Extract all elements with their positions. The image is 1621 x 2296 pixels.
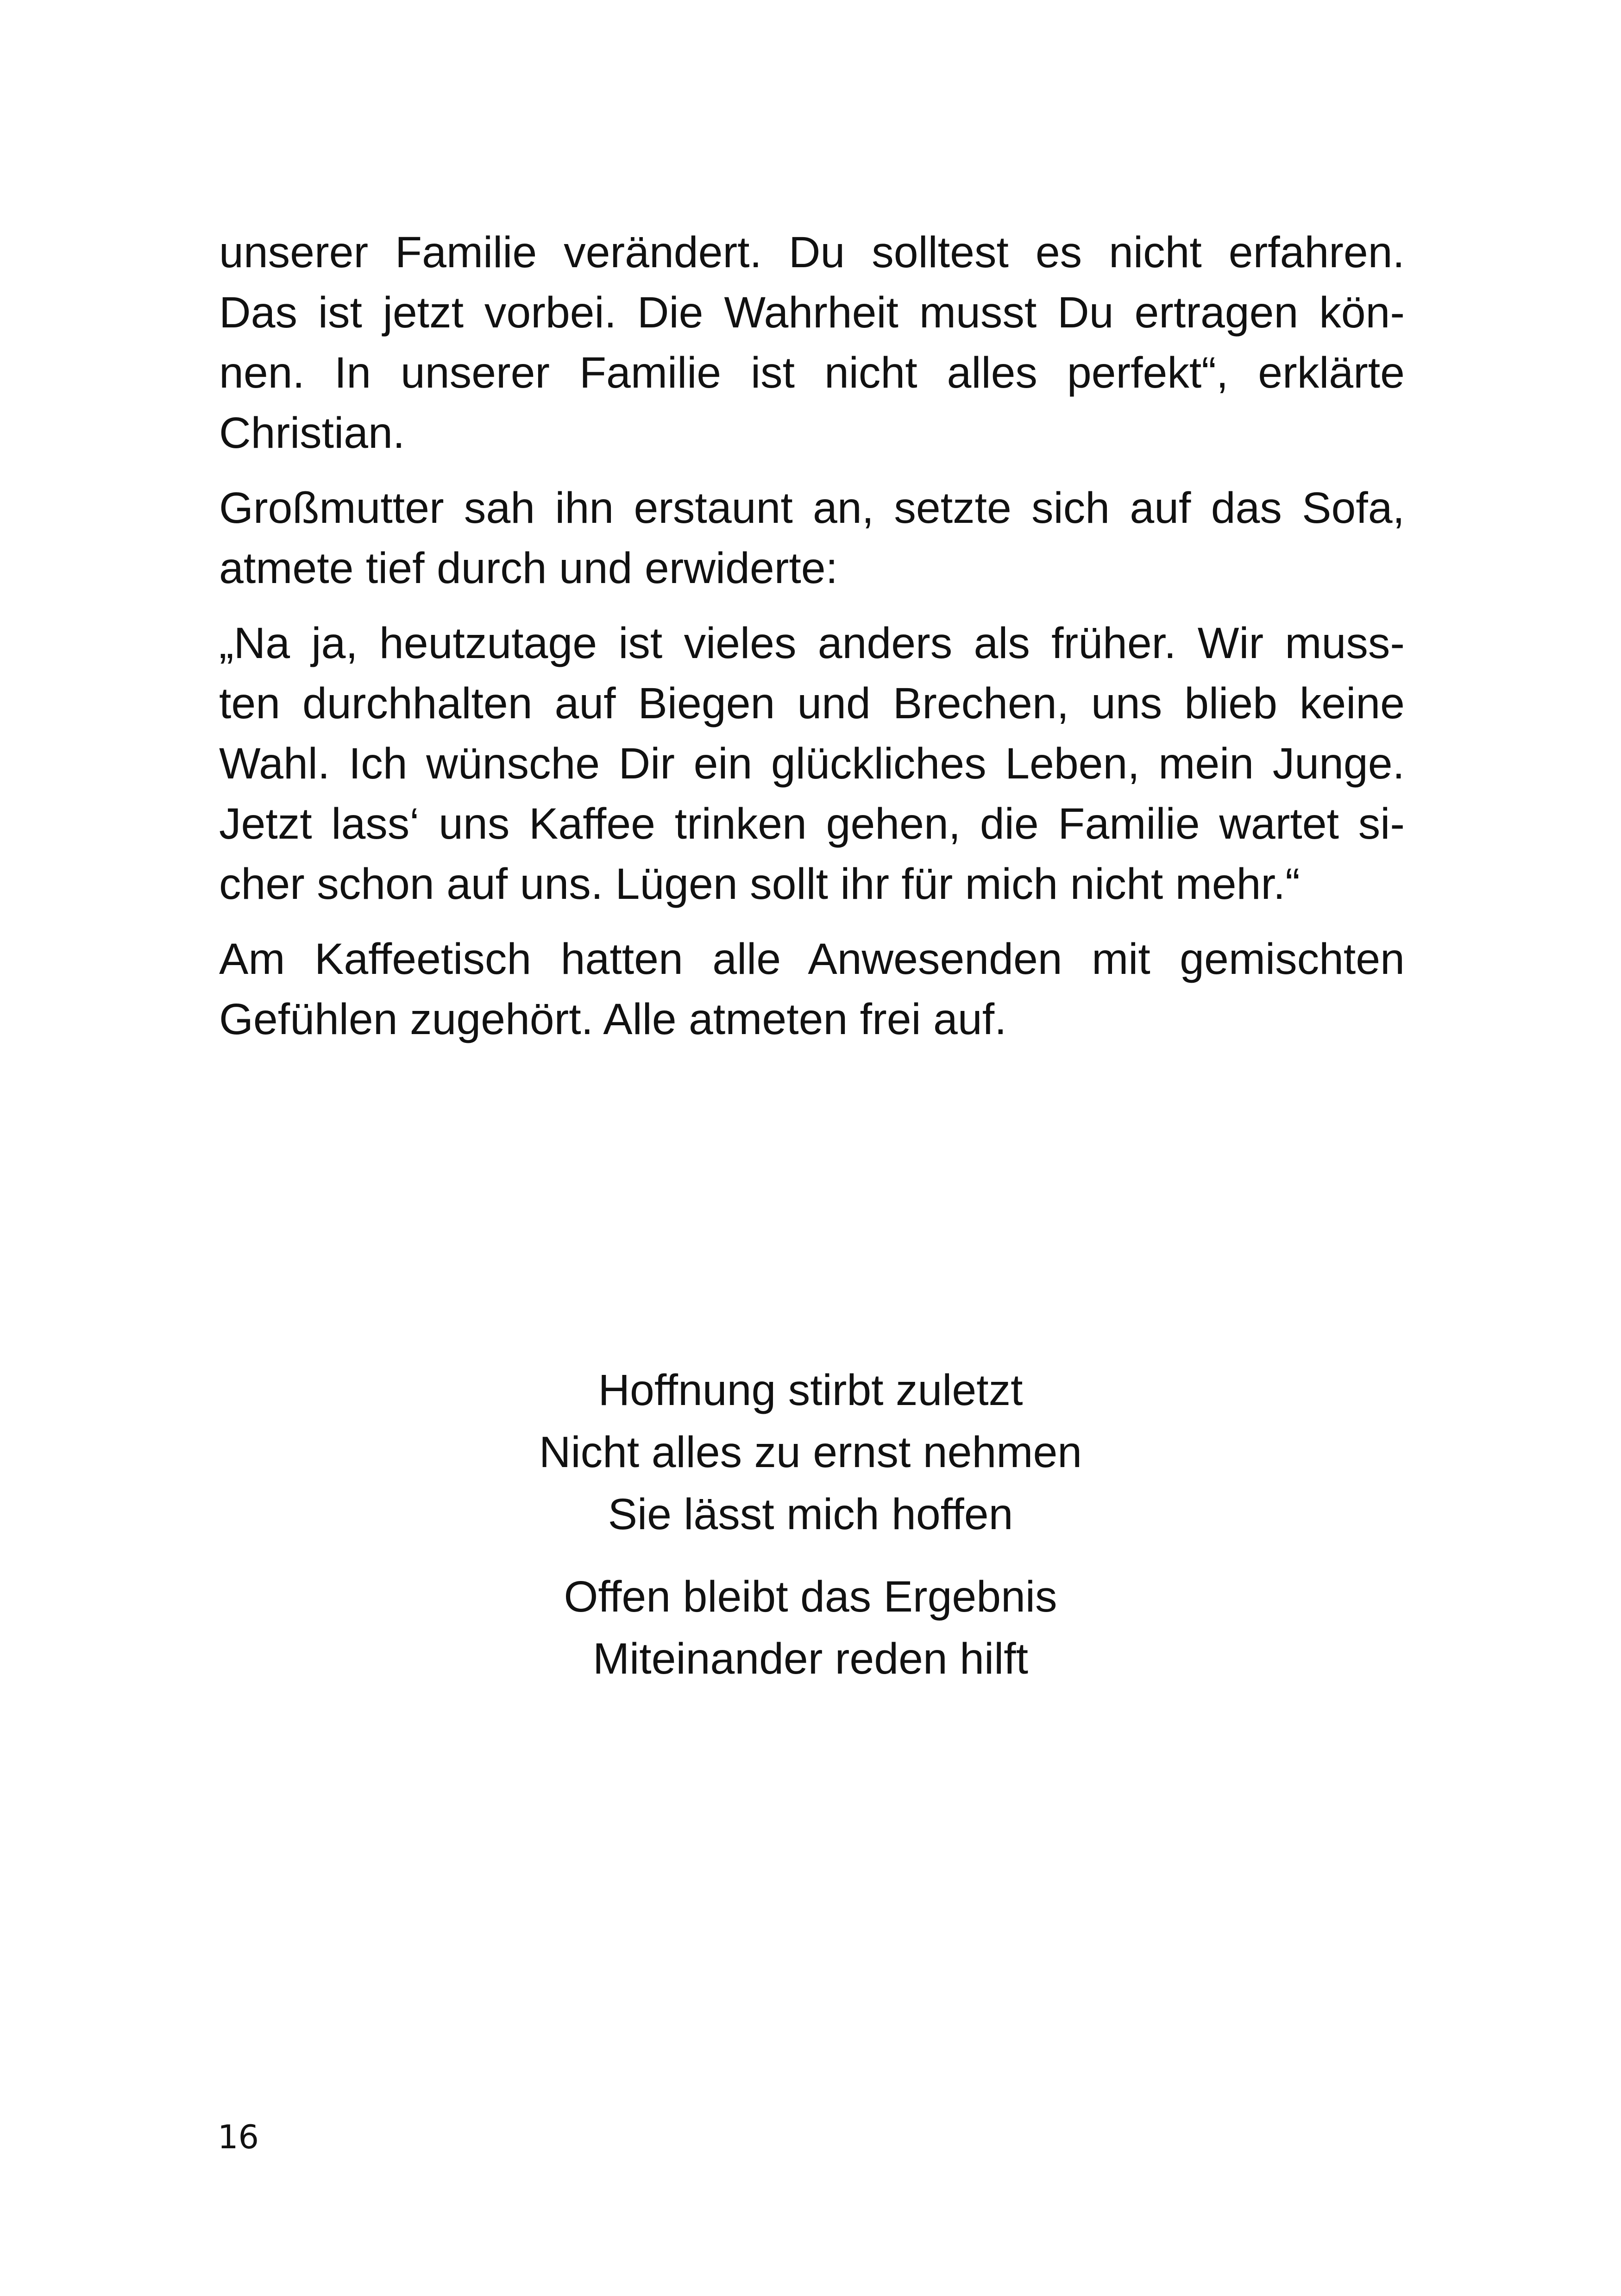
poem xyxy=(0,1359,1621,1710)
paragraph-3 xyxy=(219,613,1405,914)
text-line: unserer Familie verändert. Du solltest es nicht erfahren. xyxy=(219,228,1405,277)
poem-stanza-1 xyxy=(0,1359,1621,1545)
poem-line: Hoffnung stirbt zuletzt xyxy=(598,1366,1023,1415)
text-line: cher schon auf uns. Lügen sollt ihr für mich nicht mehr.“ xyxy=(219,859,1300,909)
body-text xyxy=(219,222,1405,1064)
page-number: 16 xyxy=(218,2118,259,2156)
text-line: ten durchhalten auf Biegen und Brechen, uns blieb keine xyxy=(219,679,1405,728)
poem-line: Offen bleibt das Ergebnis xyxy=(564,1572,1057,1621)
text-line: nen. In unserer Familie ist nicht alles perfekt“, erklärte xyxy=(219,348,1405,397)
text-line: Wahl. Ich wünsche Dir ein glückliches Leben, mein Junge. xyxy=(219,739,1405,788)
text-line: Das ist jetzt vorbei. Die Wahrheit musst Du ertragen kön- xyxy=(219,288,1405,337)
paragraph-4 xyxy=(219,929,1405,1049)
text-line: Gefühlen zugehört. Alle atmeten frei auf. xyxy=(219,995,1007,1044)
paragraph-2 xyxy=(219,478,1405,598)
text-line: Am Kaffeetisch hatten alle Anwesenden mit gemischten xyxy=(219,935,1405,984)
paragraph-1 xyxy=(219,222,1405,463)
text-line: Großmutter sah ihn erstaunt an, setzte sich auf das Sofa, xyxy=(219,483,1405,533)
text-line: atmete tief durch und erwiderte: xyxy=(219,544,838,593)
poem-stanza-2 xyxy=(0,1566,1621,1690)
text-line: „Na ja, heutzutage ist vieles anders als früher. Wir muss- xyxy=(219,619,1405,668)
text-line: Christian. xyxy=(219,408,405,458)
poem-line: Miteinander reden hilft xyxy=(593,1634,1028,1683)
poem-line: Nicht alles zu ernst nehmen xyxy=(539,1428,1082,1477)
poem-line: Sie lässt mich hoffen xyxy=(608,1490,1013,1539)
text-line: Jetzt lass‘ uns Kaffee trinken gehen, die Familie wartet si- xyxy=(219,799,1405,848)
